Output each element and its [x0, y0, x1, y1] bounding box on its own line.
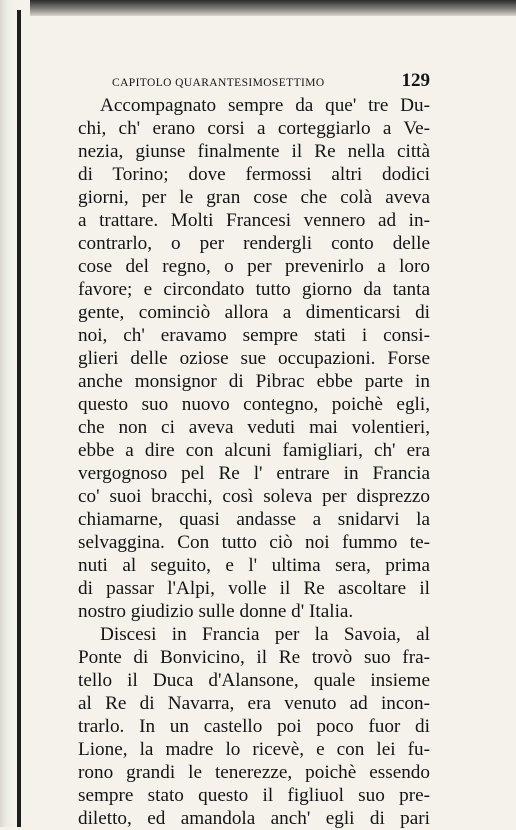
text-line: contrarlo, o per rendergli conto delle — [78, 233, 430, 254]
text-line: nostro giudizio sulle donne d' Italia. — [78, 601, 354, 622]
text-line: favore; e circondato tutto giorno da tanta — [78, 279, 430, 300]
text-line: noi, ch' eravamo sempre stati i consi- — [78, 325, 430, 346]
text-line: tello il Duca d'Alansone, quale insieme — [78, 670, 430, 691]
text-line: gente, cominciò allora a dimenticarsi di — [78, 302, 430, 323]
scan-gutter — [0, 0, 30, 827]
book-page — [78, 70, 430, 830]
text-line: a trattare. Molti Francesi vennero ad in- — [78, 210, 430, 231]
text-line: trarlo. In un castello poi poco fuor di — [78, 716, 430, 737]
text-line: Discesi in Francia per la Savoia, al — [100, 624, 430, 645]
text-line: sempre stato questo il figliuol suo pre- — [78, 785, 430, 806]
text-line: Lione, la madre lo ricevè, e con lei fu- — [78, 739, 430, 760]
running-head — [78, 70, 430, 92]
text-line: questo suo nuovo contegno, poichè egli, — [78, 394, 430, 415]
text-line: selvaggina. Con tutto ciò noi fummo te- — [78, 532, 430, 553]
body-text — [78, 94, 430, 830]
text-line: di Torino; dove fermossi altri dodici — [78, 164, 430, 185]
binding-spine-line — [17, 10, 21, 827]
scan-top-edge — [0, 0, 516, 16]
text-line: nuti al seguito, e l' ultima sera, prima — [78, 555, 430, 576]
page-number: 129 — [401, 70, 430, 91]
text-line: co' suoi bracchi, così soleva per disprezzo — [78, 486, 430, 507]
text-line: vergognoso pel Re l' entrare in Francia — [78, 463, 430, 484]
text-line: Ponte di Bonvicino, il Re trovò suo fra- — [78, 647, 430, 668]
text-line: chiamarne, quasi andasse a snidarvi la — [78, 509, 430, 530]
text-line: chi, ch' erano corsi a corteggiarlo a Ve- — [78, 118, 430, 139]
text-line: di passar l'Alpi, volle il Re ascoltare il — [78, 578, 430, 599]
text-line: diletto, ed amandola anch' egli di pari — [78, 808, 430, 829]
text-line: cose del regno, o per prevenirlo a loro — [78, 256, 430, 277]
text-line: giorni, per le gran cose che colà aveva — [78, 187, 430, 208]
text-line: Accompagnato sempre da que' tre Du- — [100, 95, 430, 116]
text-line: rono grandi le tenerezze, poichè essendo — [78, 762, 430, 783]
text-line: che non ci aveva veduti mai volentieri, — [78, 417, 430, 438]
text-line: nezia, giunse finalmente il Re nella città — [78, 141, 430, 162]
text-line: ebbe a dire con alcuni famigliari, ch' era — [78, 440, 430, 461]
chapter-title: CAPITOLO QUARANTESIMOSETTIMO — [112, 77, 325, 89]
text-line: al Re di Navarra, era venuto ad incon- — [78, 693, 430, 714]
text-line: glieri delle oziose sue occupazioni. Forse — [78, 348, 430, 369]
text-line: anche monsignor di Pibrac ebbe parte in — [78, 371, 430, 392]
